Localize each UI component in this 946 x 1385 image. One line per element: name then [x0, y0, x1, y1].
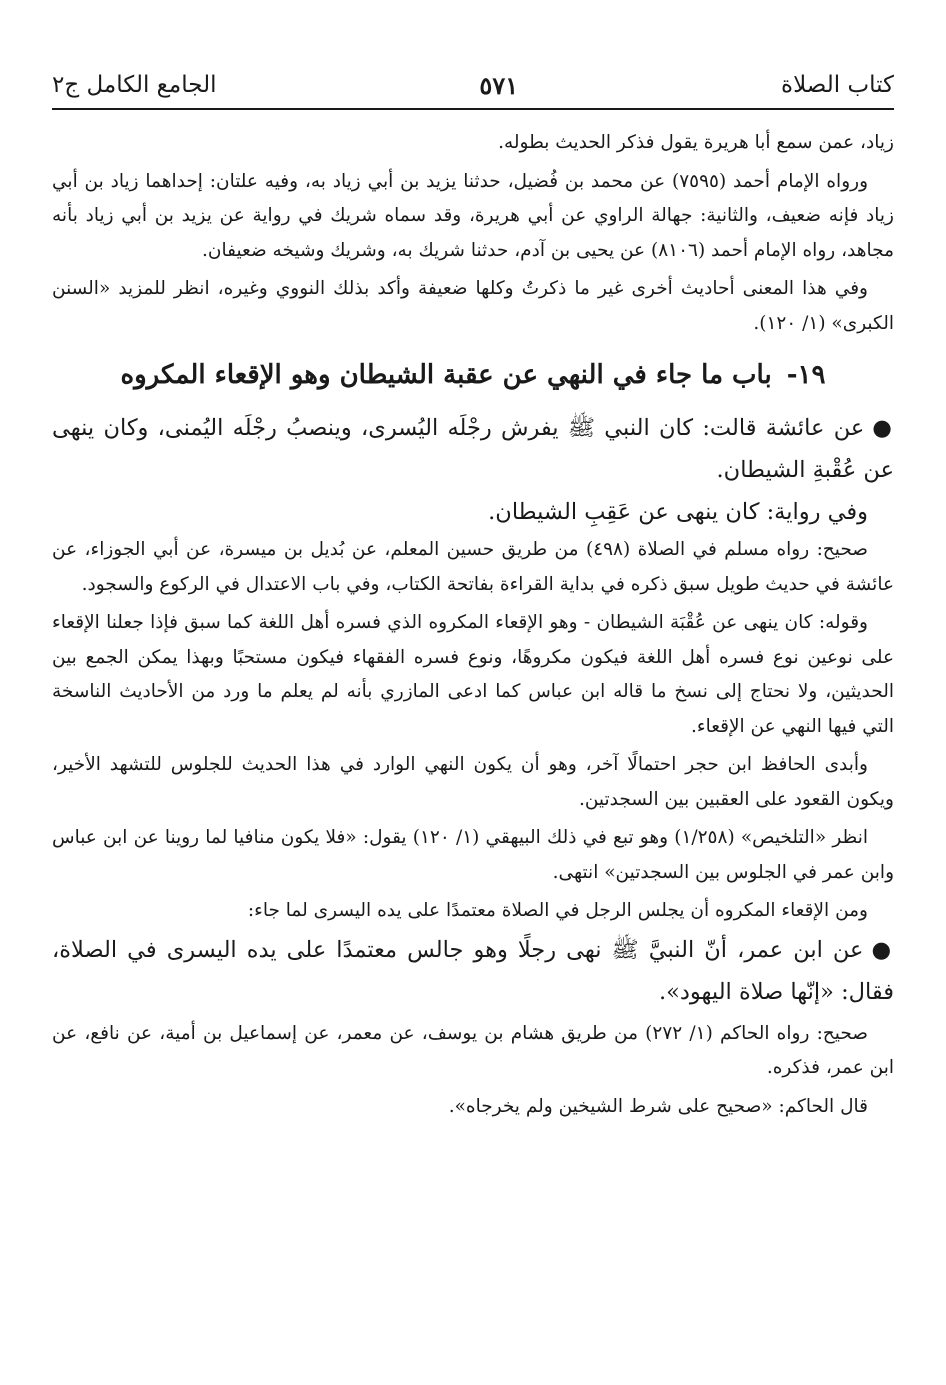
hadith-ibn-umar-text: عن ابن عمر، أنّ النبيَّ ﷺ نهى رجلًا وهو جالس معتمدًا على يده اليسرى في الصلاة، فقال: «إنّها صلاة اليهود».: [52, 936, 894, 1005]
chapter-title: باب ما جاء في النهي عن عقبة الشيطان وهو الإقعاء المكروه: [120, 360, 772, 390]
page-number: ٥٧١: [479, 70, 519, 100]
running-header: [52, 62, 894, 110]
chapter-number: ١٩-: [786, 360, 826, 390]
hadith-ibn-umar: [52, 929, 894, 1013]
bullet-marker: ●: [871, 936, 894, 963]
header-volume-title: الجامع الكامل ج٢: [52, 72, 217, 98]
paragraph-continuation: زياد، عمن سمع أبا هريرة يقول فذكر الحديث بطوله.: [498, 132, 894, 153]
paragraph-makruh-iqaa: ومن الإقعاء المكروه أن يجلس الرجل في الصلاة معتمدًا على يده اليسرى لما جاء:: [247, 900, 868, 921]
paragraph-ahmad-narration: ورواه الإمام أحمد (٧٥٩٥) عن محمد بن فُضيل، حدثنا يزيد بن أبي زياد به، وفيه علتان: إحداهما زياد بن أبي زياد فإنه ضعيف، والثانية: جهالة الراوي عن أبي هريرة، وقد سماه شريك في رواية عن يزيد بن أبي زياد بأنه مجاهد، رواه الإمام أحمد (٨١٠٦) عن يحيى بن آدم، حدثنا شريك به، وشريك وشيخه ضعيفان.: [52, 170, 894, 261]
paragraph-hakim-grading: صحيح: رواه الحاكم (١/ ٢٧٢) من طريق هشام بن يوسف، عن معمر، عن إسماعيل بن أمية، عن نافع، عن ابن عمر، فذكره.: [52, 1022, 894, 1078]
paragraph-iqaa-explanation: وقوله: كان ينهى عن عُقْبَة الشيطان - وهو الإقعاء المكروه الذي فسره أهل اللغة كما سبق فإذا جعلنا الإقعاء على نوعين نوع فسره أهل اللغة فيكون مكروهًا، ونوع فسره الفقهاء فيكون مستحبًا وبهذا يمكن الجمع بين الحديثين، ولا نحتاج إلى نسخ ما قاله ابن عباس كما ادعى المازري بأنه لم يعلم ما ورد من الأحاديث الناسخة التي فيها النهي عن الإقعاء.: [52, 612, 894, 737]
paragraph-other-hadiths: وفي هذا المعنى أحاديث أخرى غير ما ذكرتُ وكلها ضعيفة وأكد بذلك النووي وغيره، انظر للمزيد «السنن الكبرى» (١/ ١٢٠).: [52, 278, 894, 334]
paragraph-muslim-grading: صحيح: رواه مسلم في الصلاة (٤٩٨) من طريق حسين المعلم، عن بُديل بن ميسرة، عن أبي الجوزاء، عن عائشة في حديث طويل سبق ذكره في بداية القراءة بفاتحة الكتاب، وفي باب الاعتدال في الركوع والسجود.: [52, 539, 894, 595]
page-body: [52, 126, 894, 1345]
hadith-aisha: [52, 407, 894, 491]
paragraph-talkhis: انظر «التلخيص» (١/٢٥٨) وهو تبع في ذلك البيهقي (١/ ١٢٠) يقول: «فلا يكون منافيا لما روينا عن ابن عباس وابن عمر في الجلوس بين السجدتين» انتهى.: [52, 827, 894, 883]
bullet-marker: ●: [872, 415, 894, 441]
hadith-aisha-variant: وفي رواية: كان ينهى عن عَقِبِ الشيطان.: [488, 499, 868, 525]
chapter-heading: [52, 343, 894, 407]
paragraph-ibn-hajar: وأبدى الحافظ ابن حجر احتمالًا آخر، وهو أن يكون النهي الوارد في هذا الحديث للجلوس للتشهد الأخير، ويكون القعود على العقبين بين السجدتين.: [52, 754, 894, 810]
header-book-section: كتاب الصلاة: [781, 72, 894, 98]
paragraph-hakim-quote: قال الحاكم: «صحيح على شرط الشيخين ولم يخرجاه».: [448, 1095, 868, 1117]
hadith-aisha-text: عن عائشة قالت: كان النبي ﷺ يفرش رجْلَه اليُسرى، وينصبُ رجْلَه اليُمنى، وكان ينهى عن عُقْبةِ الشيطان.: [52, 415, 894, 483]
